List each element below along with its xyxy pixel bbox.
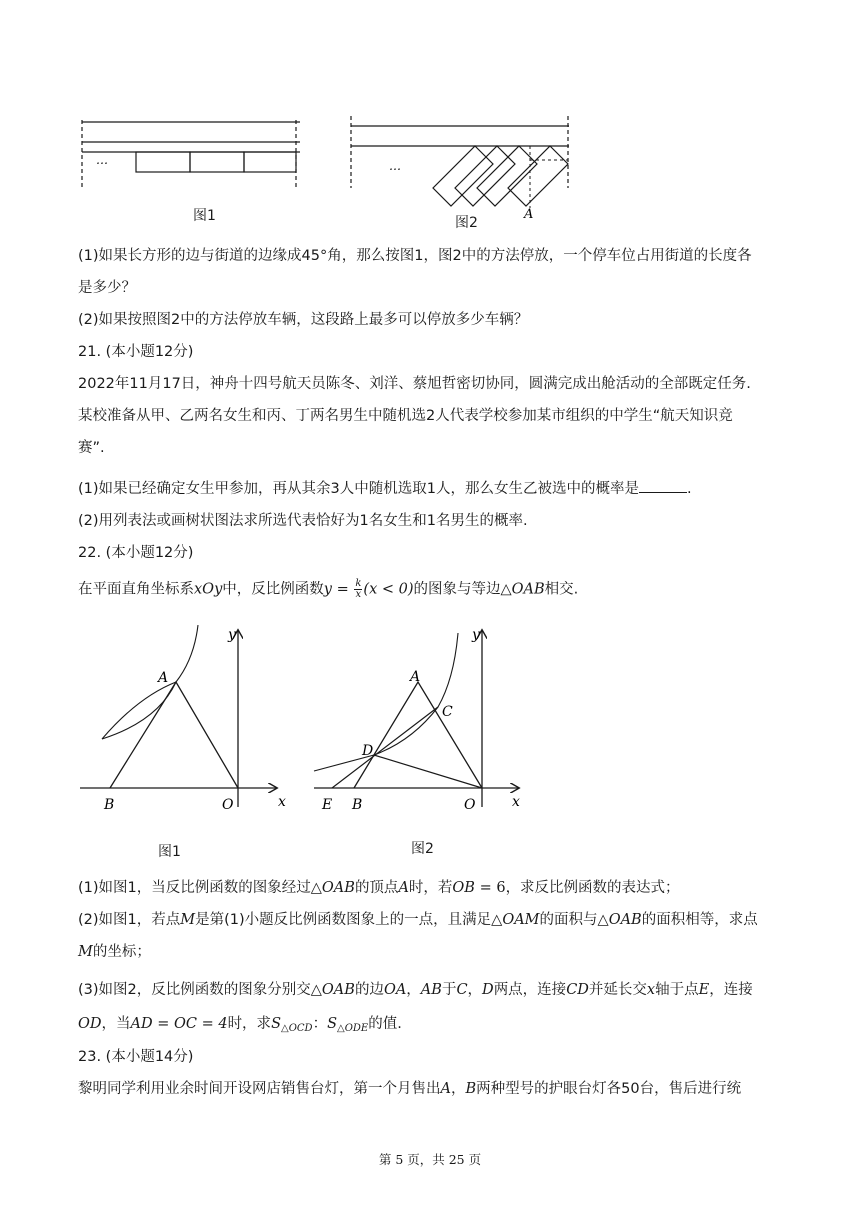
math: A — [440, 1081, 451, 1097]
point-a-label: A — [410, 669, 421, 685]
parking-figure-1 — [78, 112, 304, 192]
q22-figure-1 — [78, 625, 298, 815]
text: ， — [406, 982, 421, 998]
text: 的边 — [354, 982, 384, 998]
math: OAM — [502, 912, 540, 928]
text: 的值. — [368, 1016, 402, 1032]
q22-part3-line2 — [78, 1014, 778, 1039]
math: A — [398, 880, 409, 896]
text: 两点，连接 — [493, 982, 567, 998]
text: (1)如图1，当反比例函数的图象经过△ — [78, 880, 322, 896]
math: x — [646, 982, 656, 998]
math: OAB — [608, 912, 642, 928]
math: AD = OC = 4 — [130, 1016, 228, 1032]
text: 中，反比例函数 — [222, 581, 324, 598]
q22-intro — [78, 579, 778, 600]
q22-fig2-caption: 图2 — [411, 841, 434, 857]
math: C — [456, 982, 468, 998]
ellipsis-mark: … — [96, 153, 108, 167]
q21-intro-line2: 某校准备从甲、乙两名女生和丙、丁两名男生中随机选2人代表学校参加某市组织的中学生“航天知识竞 — [78, 408, 733, 424]
point-b-label: B — [352, 797, 363, 813]
q22-part1 — [78, 878, 778, 898]
text: 的面积相等，求点 — [641, 912, 758, 928]
fig1-caption: 图1 — [193, 208, 216, 224]
text: 的图象与等边△ — [413, 581, 512, 598]
fig2-caption: 图2 — [455, 215, 478, 231]
origin-label: O — [222, 797, 234, 813]
math: B — [465, 1081, 477, 1097]
math: D — [482, 982, 494, 998]
math: E — [698, 982, 710, 998]
q23-intro — [78, 1079, 778, 1099]
text: ， — [467, 982, 483, 998]
axis-x-label: x — [278, 794, 286, 810]
q21-part1-text: (1)如果已经确定女生甲参加，再从其余3人中随机选取1人，那么女生乙被选中的概率是 — [78, 481, 639, 497]
math: OA — [383, 982, 407, 998]
period: . — [687, 481, 692, 497]
text: ： — [312, 1016, 328, 1032]
text: (2)如图1，若点 — [78, 912, 181, 928]
math: OAB — [321, 982, 355, 998]
frac-denominator: x — [355, 589, 362, 600]
q20-part2: (2)如果按照图2中的方法停放车辆，这段路上最多可以停放多少车辆？ — [78, 312, 529, 328]
math: AB — [420, 982, 442, 998]
math-subscript: △ODE — [337, 1023, 369, 1034]
point-a-label: A — [158, 670, 169, 686]
math-oab: OAB — [511, 581, 545, 598]
fraction-k-over-x — [354, 579, 362, 600]
math: = 6 — [474, 880, 506, 896]
text: ，连接 — [709, 982, 753, 998]
text: ， — [450, 1081, 466, 1097]
text: 的坐标； — [92, 944, 151, 960]
text: 的顶点 — [354, 880, 399, 896]
math-subscript: △OCD — [281, 1023, 313, 1034]
point-a-label: A — [524, 207, 534, 222]
text: 并延长交 — [588, 982, 647, 998]
math: OB — [452, 880, 475, 896]
text: 在平面直角坐标系 — [78, 581, 194, 598]
axis-y-label: y — [472, 627, 480, 643]
text: 相交. — [544, 581, 579, 598]
q22-part2-line2 — [78, 942, 778, 962]
q21-part2: (2)用列表法或画树状图法求所选代表恰好为1名女生和1名男生的概率. — [78, 513, 528, 529]
text: 于 — [441, 982, 457, 998]
math: OAB — [321, 880, 355, 896]
axis-x-label: x — [512, 794, 520, 810]
text: 黎明同学利用业余时间开设网店销售台灯，第一个月售出 — [78, 1081, 441, 1097]
q21-part1 — [78, 479, 778, 499]
q22-fig1-caption: 图1 — [158, 844, 181, 860]
q21-intro-line1: 2022年11月17日，神舟十四号航天员陈冬、刘洋、蔡旭哲密切协同，圆满完成出舱活动的全部既定任务. — [78, 376, 751, 392]
parking-figure-2 — [347, 112, 573, 224]
q22-header: 22. (本小题12分) — [78, 545, 194, 561]
text: 轴于点 — [655, 982, 699, 998]
math-y: y — [323, 581, 332, 598]
q23-header: 23. (本小题14分) — [78, 1049, 194, 1065]
text: 的面积与△ — [539, 912, 609, 928]
math: CD — [566, 982, 589, 998]
q20-part1-line2: 是多少？ — [78, 280, 136, 296]
q22-figure-2 — [312, 625, 532, 815]
math-condition: (x < 0) — [363, 581, 414, 598]
q20-part1-line1: (1)如果长方形的边与街道的边缘成45°角，那么按图1，图2中的方法停放，一个停车位占用街道的长度各 — [78, 248, 752, 264]
answer-blank — [639, 480, 687, 493]
point-e-label: E — [322, 797, 333, 813]
math: M — [78, 944, 93, 960]
math: S — [327, 1016, 337, 1032]
text: 时，若 — [408, 880, 453, 896]
axis-y-label: y — [228, 627, 236, 643]
q21-intro-line3: 赛”. — [78, 440, 105, 456]
page-footer: 第 5 页，共 25 页 — [378, 1152, 482, 1167]
math: S — [271, 1016, 281, 1032]
point-d-label: D — [362, 743, 374, 759]
q21-header: 21. (本小题12分) — [78, 344, 194, 360]
text: ，求反比例函数的表达式； — [505, 880, 680, 896]
text: 时，求 — [227, 1016, 272, 1032]
text: 两种型号的护眼台灯各50台，售后进行统 — [476, 1081, 742, 1097]
point-c-label: C — [442, 704, 453, 720]
ellipsis-mark: … — [389, 159, 401, 173]
math: M — [180, 912, 196, 928]
text: (3)如图2，反比例函数的图象分别交△ — [78, 982, 322, 998]
math: OD — [78, 1016, 102, 1032]
text: ，当 — [101, 1016, 131, 1032]
point-b-label: B — [104, 797, 115, 813]
origin-label: O — [464, 797, 476, 813]
text: 是第(1)小题反比例函数图象上的一点，且满足△ — [195, 912, 503, 928]
q22-part3-line1 — [78, 980, 778, 1000]
q22-part2-line1 — [78, 910, 778, 930]
math-xoy: xOy — [194, 581, 223, 598]
math-eq: = — [331, 581, 354, 598]
frac-numerator: k — [355, 578, 362, 589]
